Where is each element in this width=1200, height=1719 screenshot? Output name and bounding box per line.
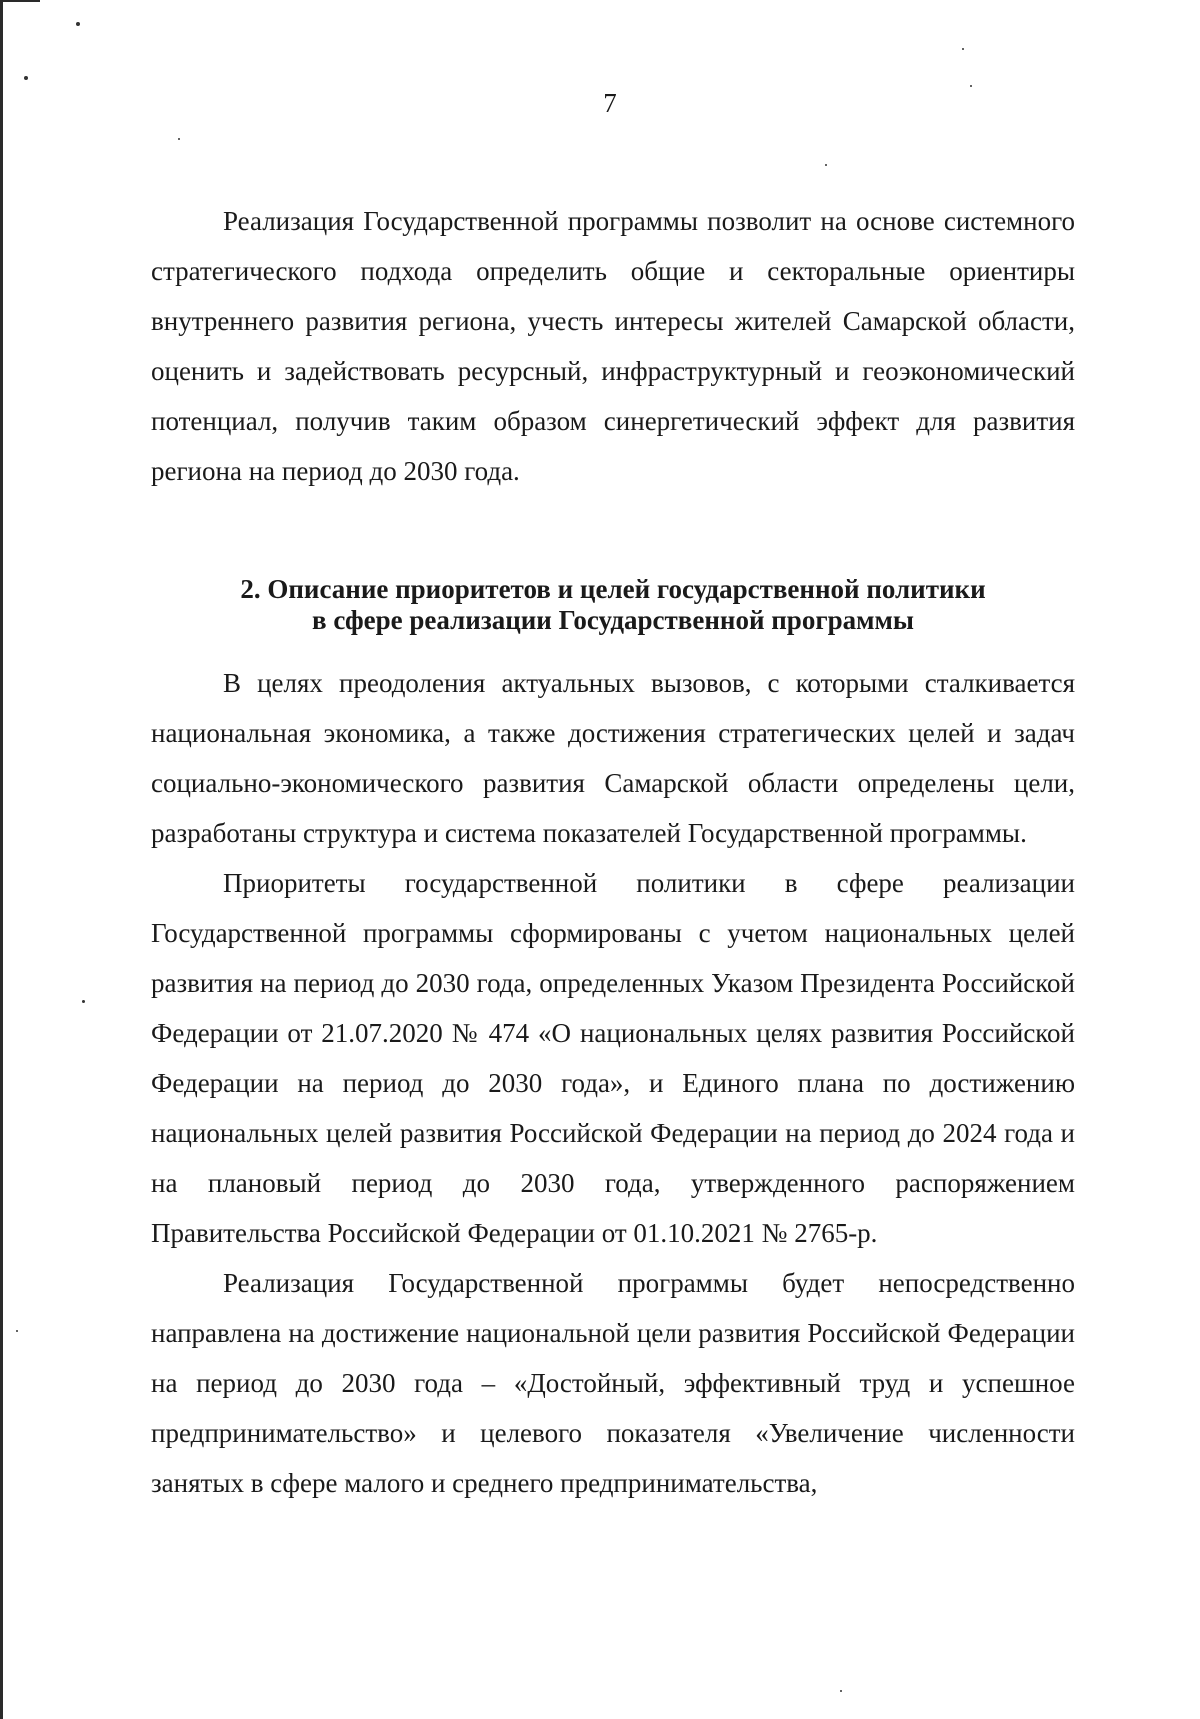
scan-speck <box>24 76 28 80</box>
section-heading-line-1: 2. Описание приоритетов и целей государственной политики <box>240 574 986 604</box>
scan-speck <box>76 22 80 26</box>
scan-speck <box>16 1330 18 1332</box>
scan-speck <box>178 138 180 140</box>
scan-speck <box>962 48 964 50</box>
page-number: 7 <box>603 88 617 118</box>
scan-left-edge <box>0 0 3 1719</box>
scan-speck <box>840 1690 842 1692</box>
paragraph-program-implementation: Реализация Государственной программы позволит на основе системного стратегического подхода определить общие и секторальные ориентиры внутреннего развития региона, учесть интересы жителей Самарской области, оценить и задействовать ресурсный, инфраструктурный и геоэкономический потенциал, получив таким образом синергетический эффект для развития региона на период до 2030 года. <box>151 206 1075 486</box>
section-heading-line-2: в сфере реализации Государственной программы <box>312 605 914 635</box>
scan-speck <box>825 164 827 166</box>
section-heading <box>151 574 1075 636</box>
paragraph-challenges: В целях преодоления актуальных вызовов, с которыми сталкивается национальная экономика, а также достижения стратегических целей и задач социально-экономического развития Самарской области определены цели, разработаны структура и система показателей Государственной программы. <box>151 668 1075 848</box>
intro-section <box>151 196 1075 496</box>
scan-speck <box>970 85 972 87</box>
paragraph-national-goal: Реализация Государственной программы будет непосредственно направлена на достижение национальной цели развития Российской Федерации на период до 2030 года – «Достойный, эффективный труд и успешное предпринимательство» и целевого показателя «Увеличение численности занятых в сфере малого и среднего предпринимательства, <box>151 1268 1075 1498</box>
scan-top-edge <box>0 0 40 2</box>
paragraph-priorities: Приоритеты государственной политики в сфере реализации Государственной программы сформированы с учетом национальных целей развития на период до 2030 года, определенных Указом Президента Российской Федерации от 21.07.2020 № 474 «О национальных целях развития Российской Федерации на период до 2030 года», и Единого плана по достижению национальных целей развития Российской Федерации на период до 2024 года и на плановый период до 2030 года, утвержденного распоряжением Правительства Российской Федерации от 01.10.2021 № 2765-р. <box>151 868 1075 1248</box>
scan-speck <box>82 1000 85 1003</box>
priorities-section <box>151 658 1075 1508</box>
